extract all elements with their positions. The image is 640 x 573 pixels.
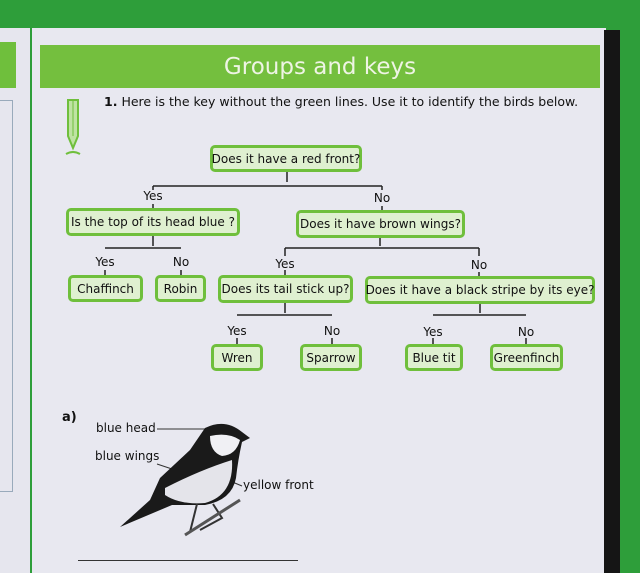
question-red-front: Does it have a red front? <box>210 145 362 172</box>
bird-greenfinch: Greenfinch <box>490 344 563 371</box>
answer-line[interactable] <box>78 560 298 561</box>
yes-label: Yes <box>275 257 295 271</box>
page-title: Groups and keys <box>40 45 600 88</box>
annotation-yellow-front: yellow front <box>243 478 314 492</box>
part-a-label: a) <box>62 410 77 425</box>
yes-label: Yes <box>143 189 163 203</box>
no-label: No <box>172 255 190 269</box>
bird-sparrow: Sparrow <box>300 344 362 371</box>
bird-robin: Robin <box>155 275 206 302</box>
annotation-blue-head: blue head <box>96 421 156 435</box>
no-label: No <box>470 258 488 272</box>
annotation-blue-wings: blue wings <box>95 449 160 463</box>
question-number: 1. <box>104 94 118 109</box>
yes-label: Yes <box>423 325 443 339</box>
bird-blue-tit: Blue tit <box>405 344 463 371</box>
yes-label: Yes <box>95 255 115 269</box>
bird-wren: Wren <box>211 344 263 371</box>
question-black-stripe: Does it have a black stripe by its eye? <box>365 276 595 304</box>
yes-label: Yes <box>227 324 247 338</box>
question-tail-stick-up: Does its tail stick up? <box>218 275 353 303</box>
question-head-blue: Is the top of its head blue ? <box>66 208 240 236</box>
no-label: No <box>517 325 535 339</box>
instruction-text: Here is the key without the green lines. Use it to identify the birds below. <box>121 94 579 109</box>
bird-chaffinch: Chaffinch <box>68 275 143 302</box>
no-label: No <box>323 324 341 338</box>
question-brown-wings: Does it have brown wings? <box>296 210 465 238</box>
no-label: No <box>373 191 391 205</box>
